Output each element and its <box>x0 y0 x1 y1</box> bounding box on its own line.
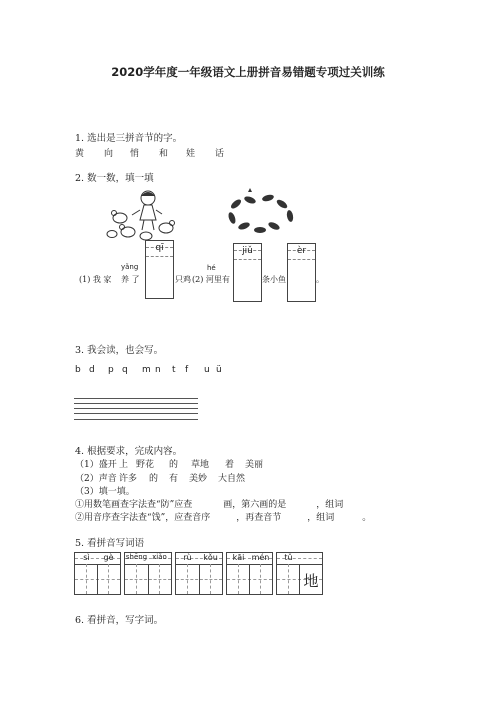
grid-pinyin: rù <box>183 553 192 562</box>
sentence-2a: (2) 河里有 <box>192 275 230 284</box>
fish-circle-illustration <box>222 186 300 236</box>
word-grid[interactable] <box>226 552 273 595</box>
grid-pinyin: kāi <box>232 553 245 562</box>
box-pinyin: qī <box>155 243 164 253</box>
word: 的 <box>149 474 159 484</box>
word-grid[interactable] <box>276 552 323 595</box>
word: 野花 <box>136 460 155 470</box>
q5-prompt: 5. 看拼音写词语 <box>75 538 145 549</box>
answer-box-jiu[interactable] <box>233 243 262 302</box>
text: 。 <box>362 513 372 523</box>
grid-pinyin: sì <box>83 553 90 562</box>
q4-prompt: 4. 根据要求，完成内容。 <box>75 446 183 457</box>
q4-line2 <box>75 471 254 484</box>
box-pinyin: èr <box>296 246 307 256</box>
word: 美妙 <box>189 474 208 484</box>
q6-prompt: 6. 看拼音，写字词。 <box>75 615 164 626</box>
answer-box-er[interactable] <box>287 243 316 302</box>
text: ，再查音节 <box>236 513 282 523</box>
grid-pinyin: kǒu <box>203 553 218 562</box>
choice-char[interactable]: 悄 <box>130 149 140 159</box>
q4-line1 <box>75 457 269 470</box>
word: 许多 <box>119 474 138 484</box>
word-grid[interactable] <box>124 552 172 595</box>
grid-pinyin: xiǎo <box>152 553 167 561</box>
q4-line4 <box>75 497 343 510</box>
letter: ü <box>216 365 222 375</box>
choice-char[interactable]: 和 <box>159 149 169 159</box>
choice-char[interactable]: 向 <box>104 149 114 159</box>
text: 画，第六画的是 <box>223 500 287 510</box>
text: ①用数笔画查字法查“防”应查 <box>75 500 193 510</box>
letter: m <box>142 365 151 375</box>
pinyin-he: hé <box>207 264 216 272</box>
q3-letters <box>75 365 226 375</box>
q4-line3: （3）填一填。 <box>75 487 135 497</box>
choice-char[interactable]: 黄 <box>75 149 85 159</box>
q2-prompt: 2. 数一数，填一填 <box>75 173 154 184</box>
word: （2）声音 <box>75 474 117 484</box>
letter: q <box>122 365 128 375</box>
text: ，组词 <box>307 513 335 523</box>
sentence-1b: 养 了 <box>121 275 140 284</box>
choice-char[interactable]: 娃 <box>186 149 196 159</box>
letter: b <box>75 365 81 375</box>
writing-line[interactable] <box>74 398 198 399</box>
word: 的 <box>169 460 179 470</box>
word: 着 <box>225 460 235 470</box>
q3-prompt: 3. 我会读，也会写。 <box>75 345 164 356</box>
writing-line[interactable] <box>74 403 198 404</box>
choice-char[interactable]: 话 <box>215 149 225 159</box>
word: 草地 <box>191 460 210 470</box>
box-pinyin: jiǔ <box>242 246 253 256</box>
page-title: 2020学年度一年级语文上册拼音易错题专项过关训练 <box>111 65 385 79</box>
letter: u <box>204 365 210 375</box>
sentence-1a: (1) 我 家 <box>79 275 112 284</box>
letter: f <box>185 365 189 375</box>
grid-pinyin: gè <box>103 553 114 562</box>
letter: d <box>89 365 95 375</box>
grid-pinyin: tǔ <box>284 553 293 562</box>
pinyin-yang: yǎng <box>121 263 139 271</box>
word: 美丽 <box>245 460 264 470</box>
grid-pinyin: mén <box>251 553 270 562</box>
letter: t <box>172 365 176 375</box>
text: ，组词 <box>316 500 344 510</box>
sentence-1c: 只鸡 <box>175 275 191 284</box>
word-grid[interactable] <box>175 552 223 595</box>
q1-prompt: 1. 选出是三拼音节的字。 <box>75 133 183 144</box>
letter: p <box>108 365 114 375</box>
grid-char: 地 <box>303 572 319 590</box>
word: 大自然 <box>218 474 246 484</box>
writing-line[interactable] <box>74 419 198 420</box>
answer-box-qi[interactable] <box>145 240 174 299</box>
sentence-2b: 条小鱼 <box>262 275 286 284</box>
word: （1）盛开 <box>75 460 117 470</box>
q1-choices <box>75 146 235 159</box>
q4-line5 <box>75 510 371 523</box>
girl-chickens-illustration <box>104 188 184 242</box>
sentence-end: 。 <box>316 275 324 284</box>
writing-line[interactable] <box>74 413 198 414</box>
word: 上 <box>119 460 129 470</box>
word: 有 <box>169 474 179 484</box>
letter: n <box>155 365 161 375</box>
grid-pinyin: shēng <box>125 553 148 561</box>
writing-line[interactable] <box>74 408 198 409</box>
word-grid[interactable] <box>74 552 121 595</box>
text: ②用音序查字法查“饯”，应查音序 <box>75 513 211 523</box>
